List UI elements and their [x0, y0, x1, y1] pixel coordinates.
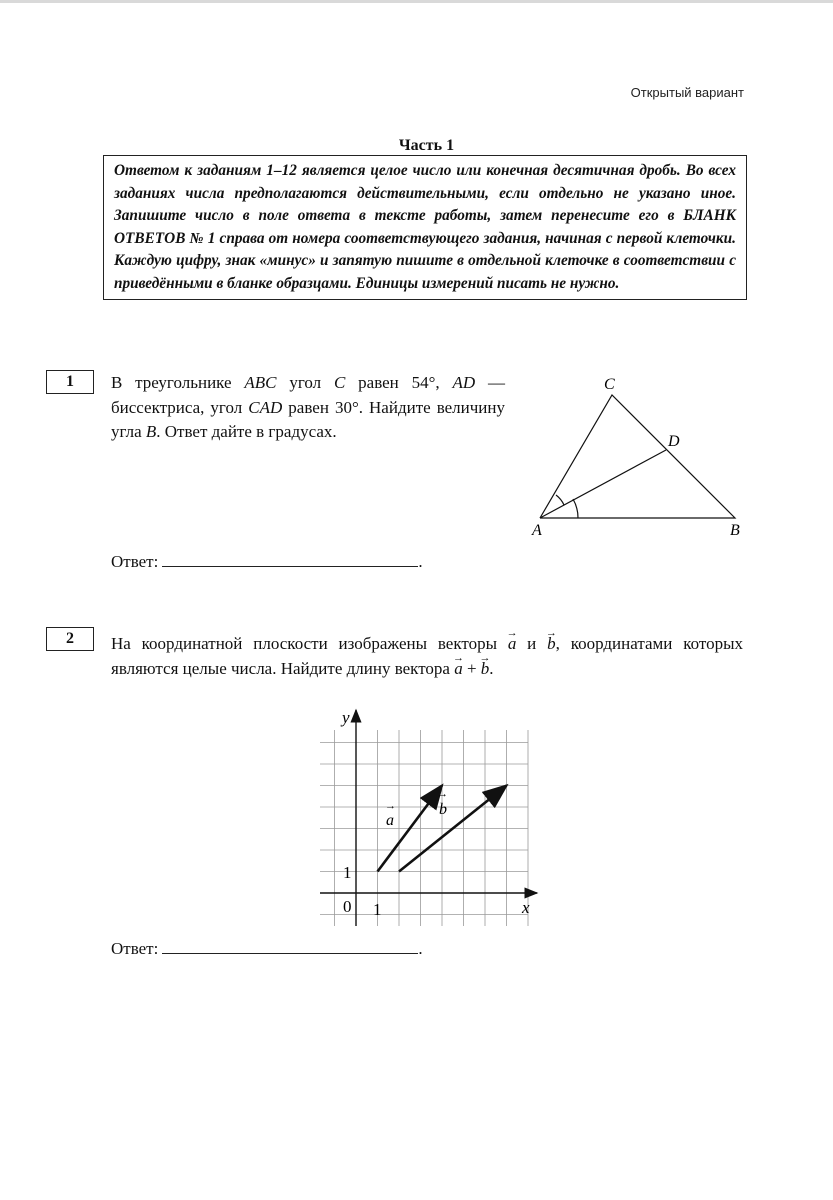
answer-end: .	[418, 552, 423, 571]
part-title: Часть 1	[398, 137, 455, 154]
task-2-text-part: На координатной плоскости изображены векторы	[111, 634, 508, 653]
task-number-1: 1	[46, 370, 94, 394]
vector-b-label: b	[439, 801, 447, 818]
origin-label: 0	[343, 897, 352, 916]
answer-end: .	[418, 939, 423, 958]
label-d: D	[668, 433, 680, 450]
sum-vector-b: → b	[481, 657, 490, 682]
answer-1-field[interactable]	[162, 552, 418, 567]
label-c: C	[604, 376, 615, 393]
bisector-ad	[540, 450, 666, 518]
answer-1	[111, 552, 423, 572]
vector-a-symbol: → a	[508, 632, 517, 657]
answer-2	[111, 939, 423, 959]
task-1-text-part: равен 30°. Найдите величину угла	[111, 397, 506, 441]
triangle-figure	[520, 370, 760, 545]
y-tick-1: 1	[343, 863, 352, 882]
vector-a-label: a	[386, 812, 394, 829]
task-1-text-part: — биссектриса, угол	[111, 373, 505, 417]
label-b: B	[730, 522, 740, 539]
task-2-text-part: .	[489, 658, 494, 678]
y-axis-label: y	[342, 708, 350, 727]
coordinate-grid-figure	[310, 700, 550, 935]
task-1-text-part: равен 54°,	[345, 373, 453, 392]
angle-b: B	[145, 422, 157, 441]
task-2-text	[111, 632, 743, 681]
x-axis-label: x	[522, 898, 530, 917]
angle-cad: CAD	[248, 397, 283, 417]
top-edge	[0, 0, 833, 3]
segment-ad: AD	[452, 373, 476, 392]
instructions-box: Ответом к заданиям 1–12 является целое число или конечная десятичная дробь. Во всех заданиях числа предполагаются действительными, если отдельно не указано иное. Запишите число в поле ответа в тексте работы, затем перенесите его в БЛАНК ОТВЕТОВ № 1 справа от номера соответствующего задания, начиная с первой клеточки. Каждую цифру, знак «минус» и запятую пишите в отдельной клеточке в соответствии с приведёнными в бланке образцами. Единицы измерений писать не нужно.	[103, 155, 747, 300]
angle-arc-inner	[556, 495, 564, 505]
angle-arc-outer	[573, 499, 578, 518]
label-a: A	[532, 522, 542, 539]
x-tick-1: 1	[373, 900, 382, 919]
task-1-text-part: В треугольнике	[111, 373, 245, 392]
vector-b-symbol: → b	[547, 632, 556, 657]
answer-label: Ответ:	[111, 939, 159, 958]
task-number-2: 2	[46, 627, 94, 651]
task-2-text-part: , координатами которых являются целые числа. Найдите длину вектора	[111, 634, 743, 678]
vector-a-arrow-mark: →	[385, 800, 396, 812]
answer-2-field[interactable]	[162, 939, 418, 954]
angle-c: C	[333, 373, 346, 392]
task-1-text-part: угол	[276, 373, 334, 392]
sum-vector-a: → a	[454, 657, 463, 682]
answer-label: Ответ:	[111, 552, 159, 571]
task-2-text-part: и	[516, 634, 548, 653]
task-1-text	[111, 371, 505, 445]
triangle-name: ABC	[244, 373, 277, 392]
plus-sign: +	[462, 658, 481, 678]
vector-b-arrow-mark: →	[437, 788, 448, 800]
variant-label: Открытый вариант	[630, 85, 744, 100]
triangle-outline	[540, 395, 735, 518]
task-1-text-part: . Ответ дайте в градусах.	[156, 422, 337, 441]
